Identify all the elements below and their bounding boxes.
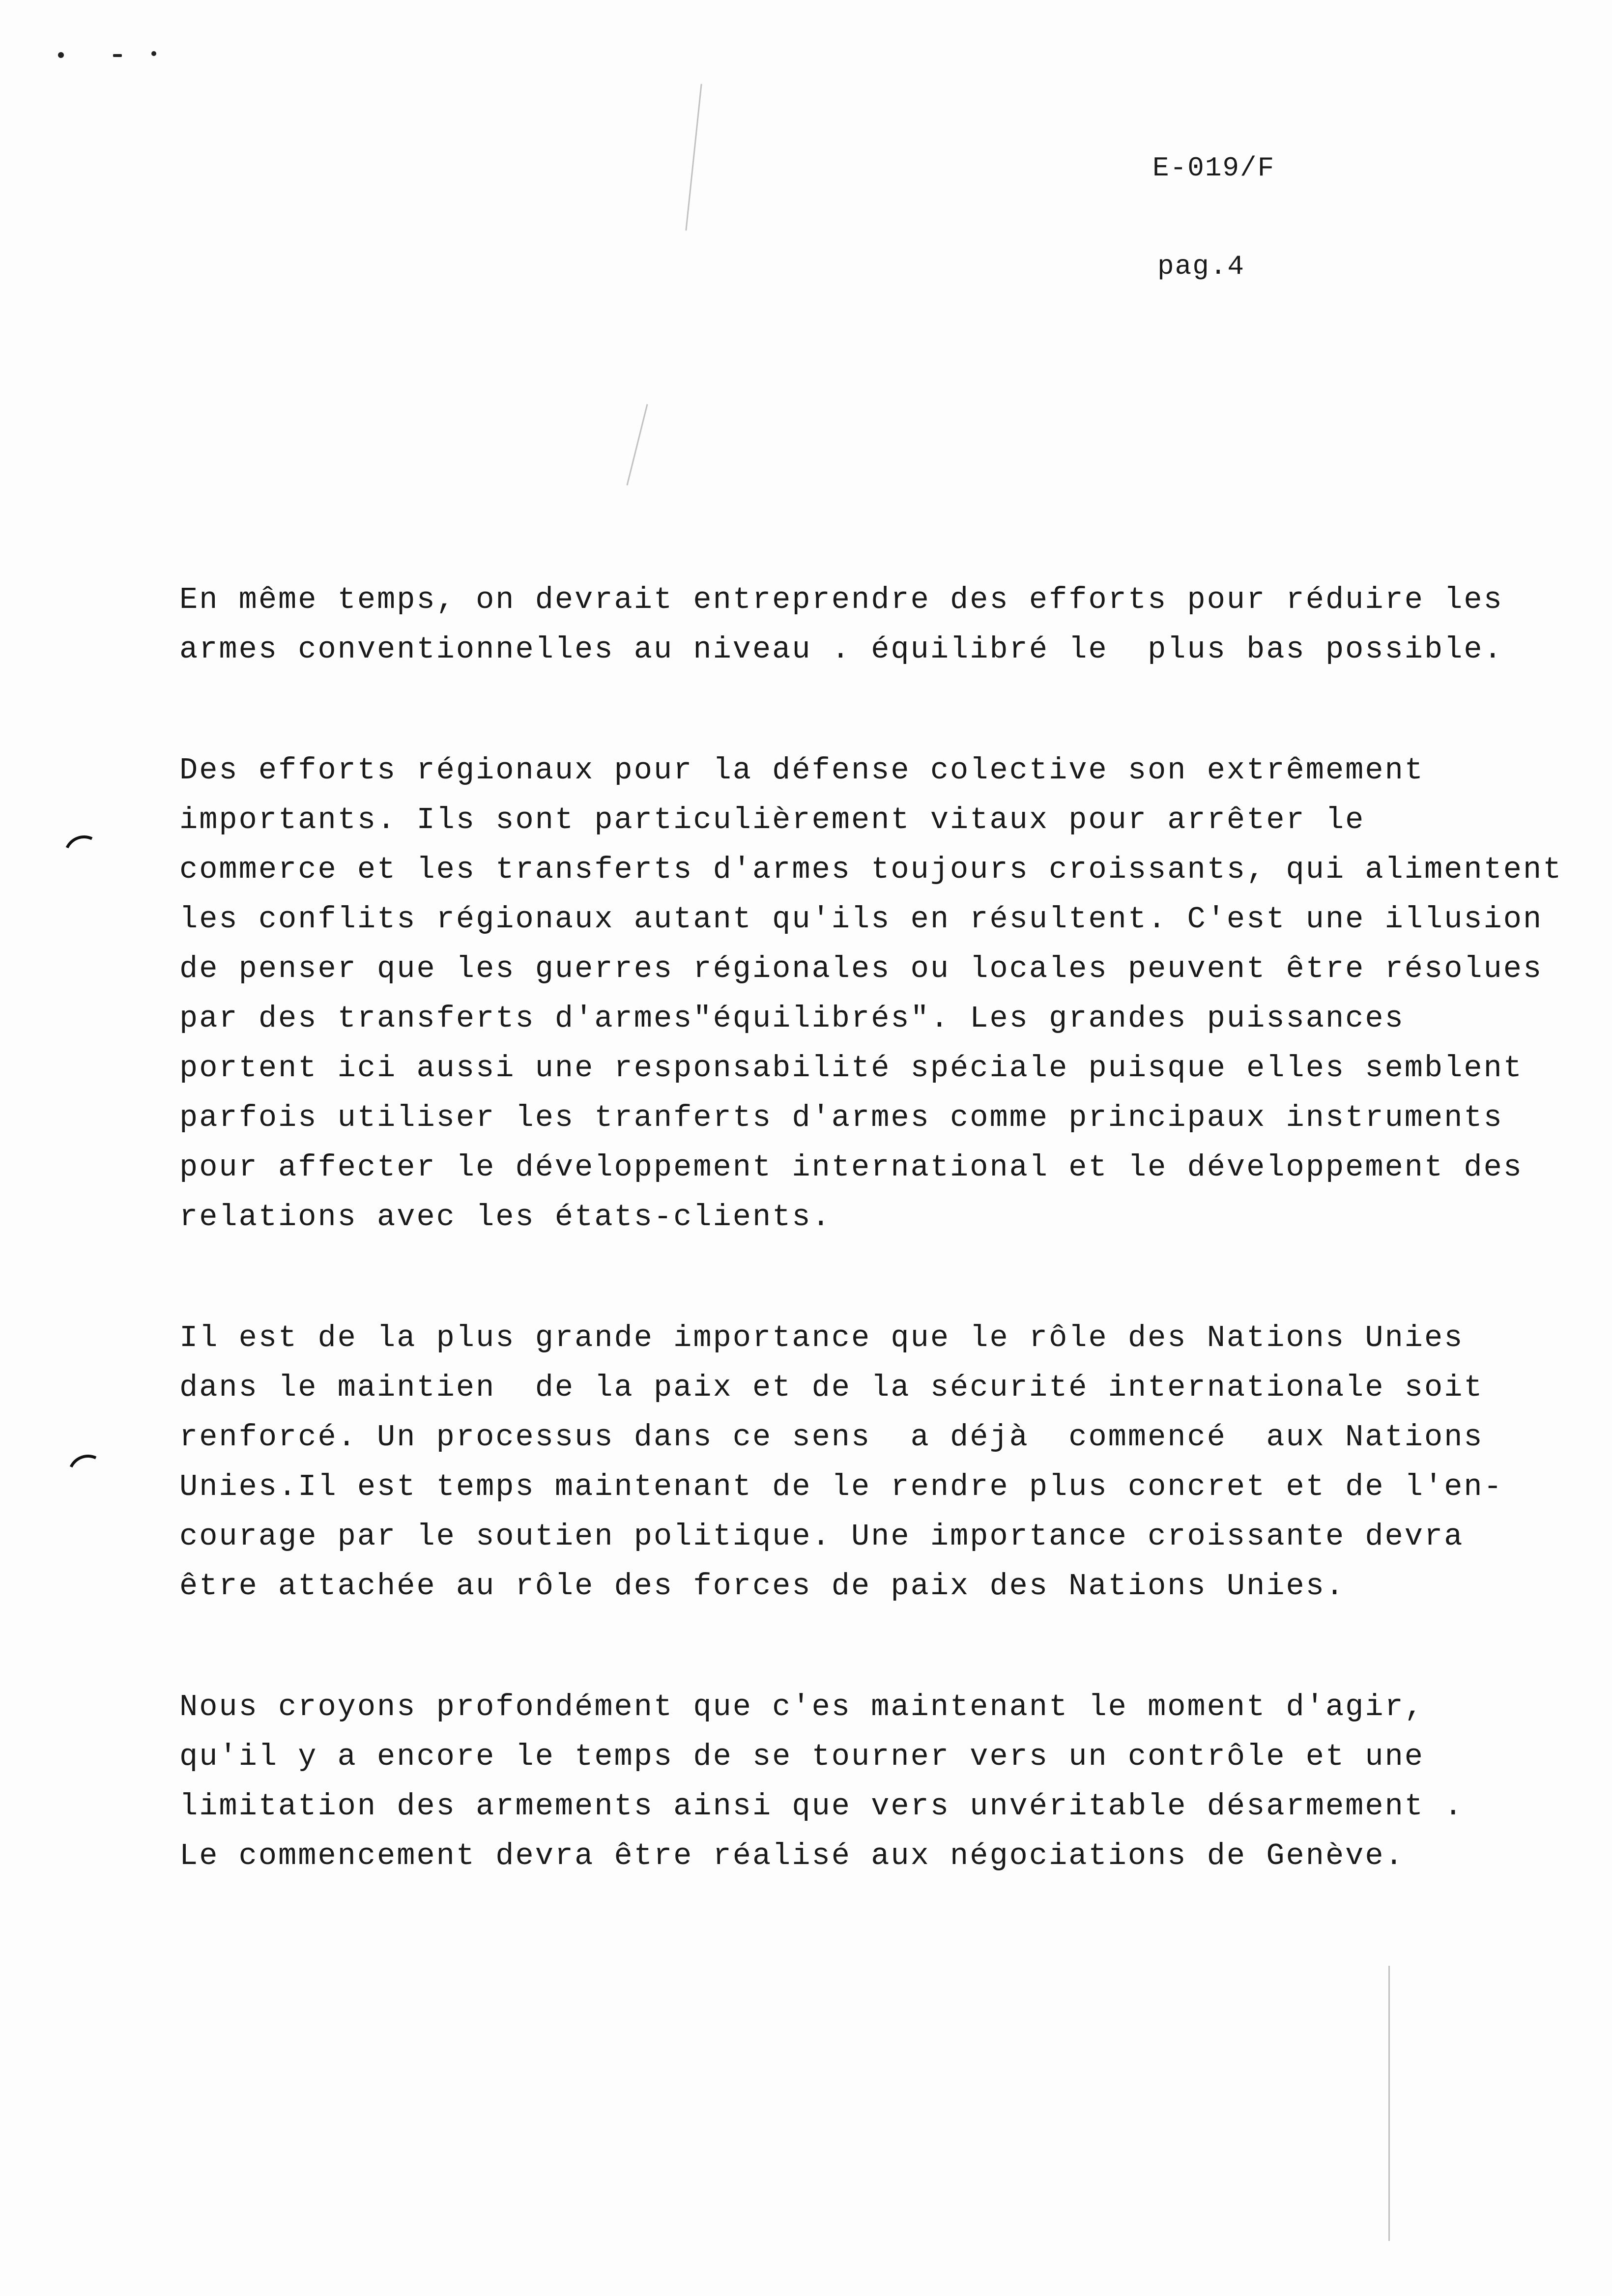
scan-streak [1388, 1966, 1390, 2241]
document-reference: E-019/F [1152, 152, 1275, 184]
scan-dash [113, 54, 122, 57]
text-line: par des transferts d'armes"équilibrés". Les grandes puissances [179, 1001, 1405, 1036]
page-number: pag.4 [1157, 251, 1245, 282]
paragraph-regional-efforts [179, 746, 1563, 1242]
text-line: portent ici aussi une responsabilité spéciale puisque elles semblent [179, 1051, 1524, 1086]
punch-hole-mark [58, 830, 110, 881]
text-line: En même temps, on devrait entreprendre des efforts pour réduire les [179, 582, 1503, 617]
text-line: Nous croyons profondément que c'es maintenant le moment d'agir, [179, 1690, 1424, 1724]
text-line: être attachée au rôle des forces de paix des Nations Unies. [179, 1569, 1346, 1604]
text-line: renforcé. Un processus dans ce sens a déjà commencé aux Nations [179, 1420, 1484, 1455]
text-line: Il est de la plus grande importance que le rôle des Nations Unies [179, 1320, 1464, 1355]
punch-hole-mark [62, 1449, 114, 1500]
document-body [179, 575, 1563, 1952]
text-line: limitation des armements ainsi que vers unvéritable désarmement . [179, 1789, 1464, 1824]
text-line: dans le maintien de la paix et de la sécurité internationale soit [179, 1370, 1484, 1405]
text-line: importants. Ils sont particulièrement vitaux pour arrêter le [179, 803, 1365, 837]
scan-streak [626, 404, 648, 486]
text-line: de penser que les guerres régionales ou locales peuvent être résolues [179, 951, 1543, 986]
text-line: Des efforts régionaux pour la défense colective son extrêmement [179, 753, 1424, 788]
text-line: les conflits régionaux autant qu'ils en résultent. C'est une illusion [179, 902, 1543, 937]
paragraph-conclusion [179, 1682, 1555, 1881]
text-line: pour affecter le développement international et le développement des [179, 1150, 1524, 1185]
scan-dot [58, 52, 64, 58]
text-line: commerce et les transferts d'armes toujours croissants, qui alimentent [179, 852, 1563, 887]
text-line: Unies.Il est temps maintenant de le rendre plus concret et de l'en- [179, 1469, 1503, 1504]
text-line: Le commencement devra être réalisé aux négociations de Genève. [179, 1838, 1405, 1873]
text-line: parfois utiliser les tranferts d'armes comme principaux instruments [179, 1100, 1503, 1135]
paragraph-united-nations [179, 1313, 1555, 1611]
scan-streak [685, 84, 702, 231]
text-line: relations avec les états-clients. [179, 1200, 832, 1234]
scan-dot [151, 51, 156, 56]
text-line: courage par le soutien politique. Une importance croissante devra [179, 1519, 1464, 1554]
text-line: qu'il y a encore le temps de se tourner vers un contrôle et une [179, 1739, 1424, 1774]
text-line: armes conventionnelles au niveau . équilibré le plus bas possible. [179, 632, 1503, 667]
paragraph-conventional-arms [179, 575, 1555, 674]
